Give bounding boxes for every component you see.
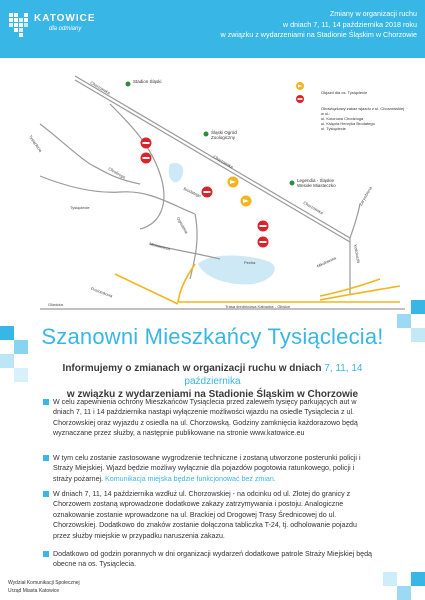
logo-title: KATOWICE [34, 13, 96, 24]
bullet-text: W tym celu zostanie zastosowane wygrodzenie techniczne i zostaną utworzone posterunki policji i Straży Miejskiej. Wjazd będzie możliwy wyłącznie dla pojazdów pogotowia ratunkowego, policji i straży pożarnej. [53, 454, 361, 483]
street-label: Gliwicka [48, 302, 63, 307]
header-line-3: w związku z wydarzeniami na Stadionie Śląskim w Chorzowie [220, 30, 417, 39]
logo-subtitle: dla odmiany [49, 26, 82, 32]
legend-no-entry-title: Obowiązkowy zakaz wjazdu z ul. Chorzowskiej w ul.: [321, 106, 405, 116]
footer-line-2: Urząd Miasta Katowice [8, 587, 60, 594]
header-line-1: Zmiany w organizacji ruchu [329, 9, 417, 18]
street-label: Tysiąclecia [27, 134, 44, 153]
header-banner [0, 0, 425, 58]
poi-markers [126, 82, 295, 186]
street-label: Kościuszki [353, 244, 362, 264]
legend-detour [305, 90, 405, 106]
no-entry-icon [141, 153, 152, 164]
no-entry-icon [141, 138, 152, 149]
legend-street-3: ul. Tysiąclecie [321, 126, 346, 131]
no-entry-icon [296, 95, 304, 103]
bullet-text: Dodatkowo od godzin porannych w dni organizacji wydarzeń dodatkowe patrole Straży Miejskiej będą obecne na os. Tysiąclecia. [53, 550, 373, 569]
bullet-square-icon [43, 491, 49, 497]
intro-text [40, 362, 385, 401]
traffic-map [20, 64, 405, 320]
street-label: Chorzowska [212, 154, 235, 170]
street-label: Mickiewicza [148, 241, 171, 252]
street-label: Pecha [244, 260, 256, 265]
street-label: Tysiąclecie [70, 205, 90, 210]
decor-square [383, 572, 397, 586]
poi-legendia: Legendia - Śląskie Wesołe Miasteczko [297, 178, 336, 188]
bullet-text: W dniach 7, 11, 14 października wzdłuż ul. Chorzowskiej - na odcinku od ul. Złotej do granicy z Chorzowem zostaną wprowadzone dodatkowe zakazy zatrzymywania i postoju. Analogiczne oznakowanie zostanie wprowadzone na ul. Brackiej od Drogowej Trasy Średnicowej do ul. Chorzowskiej. Dodatkowo do znaków zostanie dołączona tabliczka T-24, tj. odholowanie pojazdu przez służby miejskie w przypadku naruszenia zakazu. [53, 490, 357, 540]
no-entry-icon [258, 237, 269, 248]
street-label: Chorzowska [302, 200, 325, 216]
decor-square [411, 300, 425, 314]
bullet-item [53, 397, 373, 439]
legend-street-2: ul. Księcia Henryka Brodatego [321, 121, 375, 126]
decor-square [0, 354, 14, 368]
no-entry-icon [202, 187, 213, 198]
bullet-item [53, 453, 373, 484]
no-entry-signs [141, 95, 305, 248]
poi-stadium: Stadion Śląski [133, 79, 162, 84]
katowice-logo [9, 9, 99, 49]
decor-square [14, 368, 28, 382]
street-label: Trasa średnicowa Katowice - Gliwice [225, 304, 291, 309]
intro-part-1: Informujemy o zmianach w organizacji ruchu w dniach [62, 363, 325, 374]
street-label: Ogrodowa [175, 216, 190, 235]
heart-logo-icon [9, 9, 33, 47]
no-entry-icon [258, 221, 269, 232]
legend-no-entry [305, 106, 405, 136]
legend-no-entry-text [321, 106, 405, 131]
bullet-square-icon [43, 399, 49, 405]
page-title: Szanowni Mieszkańcy Tysiąclecia! [41, 324, 384, 349]
legend-detour-text: Objazd dla os. Tysiąclecie [321, 90, 368, 95]
bullet-highlight: Komunikacja miejska będzie funkcjonować bez zmian. [105, 474, 276, 483]
bullet-item [53, 489, 373, 541]
street-label: Mikołowska [316, 255, 337, 269]
footer [8, 580, 80, 595]
decor-square [411, 572, 425, 586]
lake-shape [198, 256, 275, 285]
legend-street-1: ul. Kolorowa Chodzioga [321, 116, 364, 121]
intro-dates: 7, 11, 14 października [184, 363, 363, 387]
street-label: Zarymbiona [358, 185, 373, 207]
bullet-square-icon [43, 551, 49, 557]
pond-shape [169, 163, 184, 182]
map-legend [305, 90, 405, 136]
street-label: Brodatego [182, 186, 202, 199]
footer-line-1: Wydział Komunikacji Społecznej [8, 580, 80, 586]
poi-zoo: Śląski Ogród Zoologiczny [211, 130, 237, 140]
street-label: Chorzowska [89, 80, 112, 96]
intro-part-2: w związku z wydarzeniami na Stadionie Śląskim w Chorzowie [66, 389, 359, 400]
street-label: Chrobrego [107, 166, 127, 180]
street-label: Poziomkowa [90, 286, 114, 299]
bullet-item [53, 549, 373, 570]
bullet-square-icon [43, 455, 49, 461]
header-line-2: w dniach 7, 11, 14 października 2018 roku [282, 19, 417, 29]
bullet-text: W celu zapewnienia ochrony Mieszkańców Tysiąclecia przed zalewem tysięcy parkujących aut w dniach 7, 11 i 14 października nastąpi wyłączenie możliwości wjazdu na osiedle Tysiąclecia z ul. Chorzowskiej oraz wyjazdu z osiedla na ul. Chorzowską. Godziny zamknięcia każdorazowo będą wyznaczane przez służby, a następnie publikowane na stronie www.katowice.eu [53, 398, 358, 438]
decor-square [397, 586, 411, 600]
header-info [157, 9, 417, 41]
